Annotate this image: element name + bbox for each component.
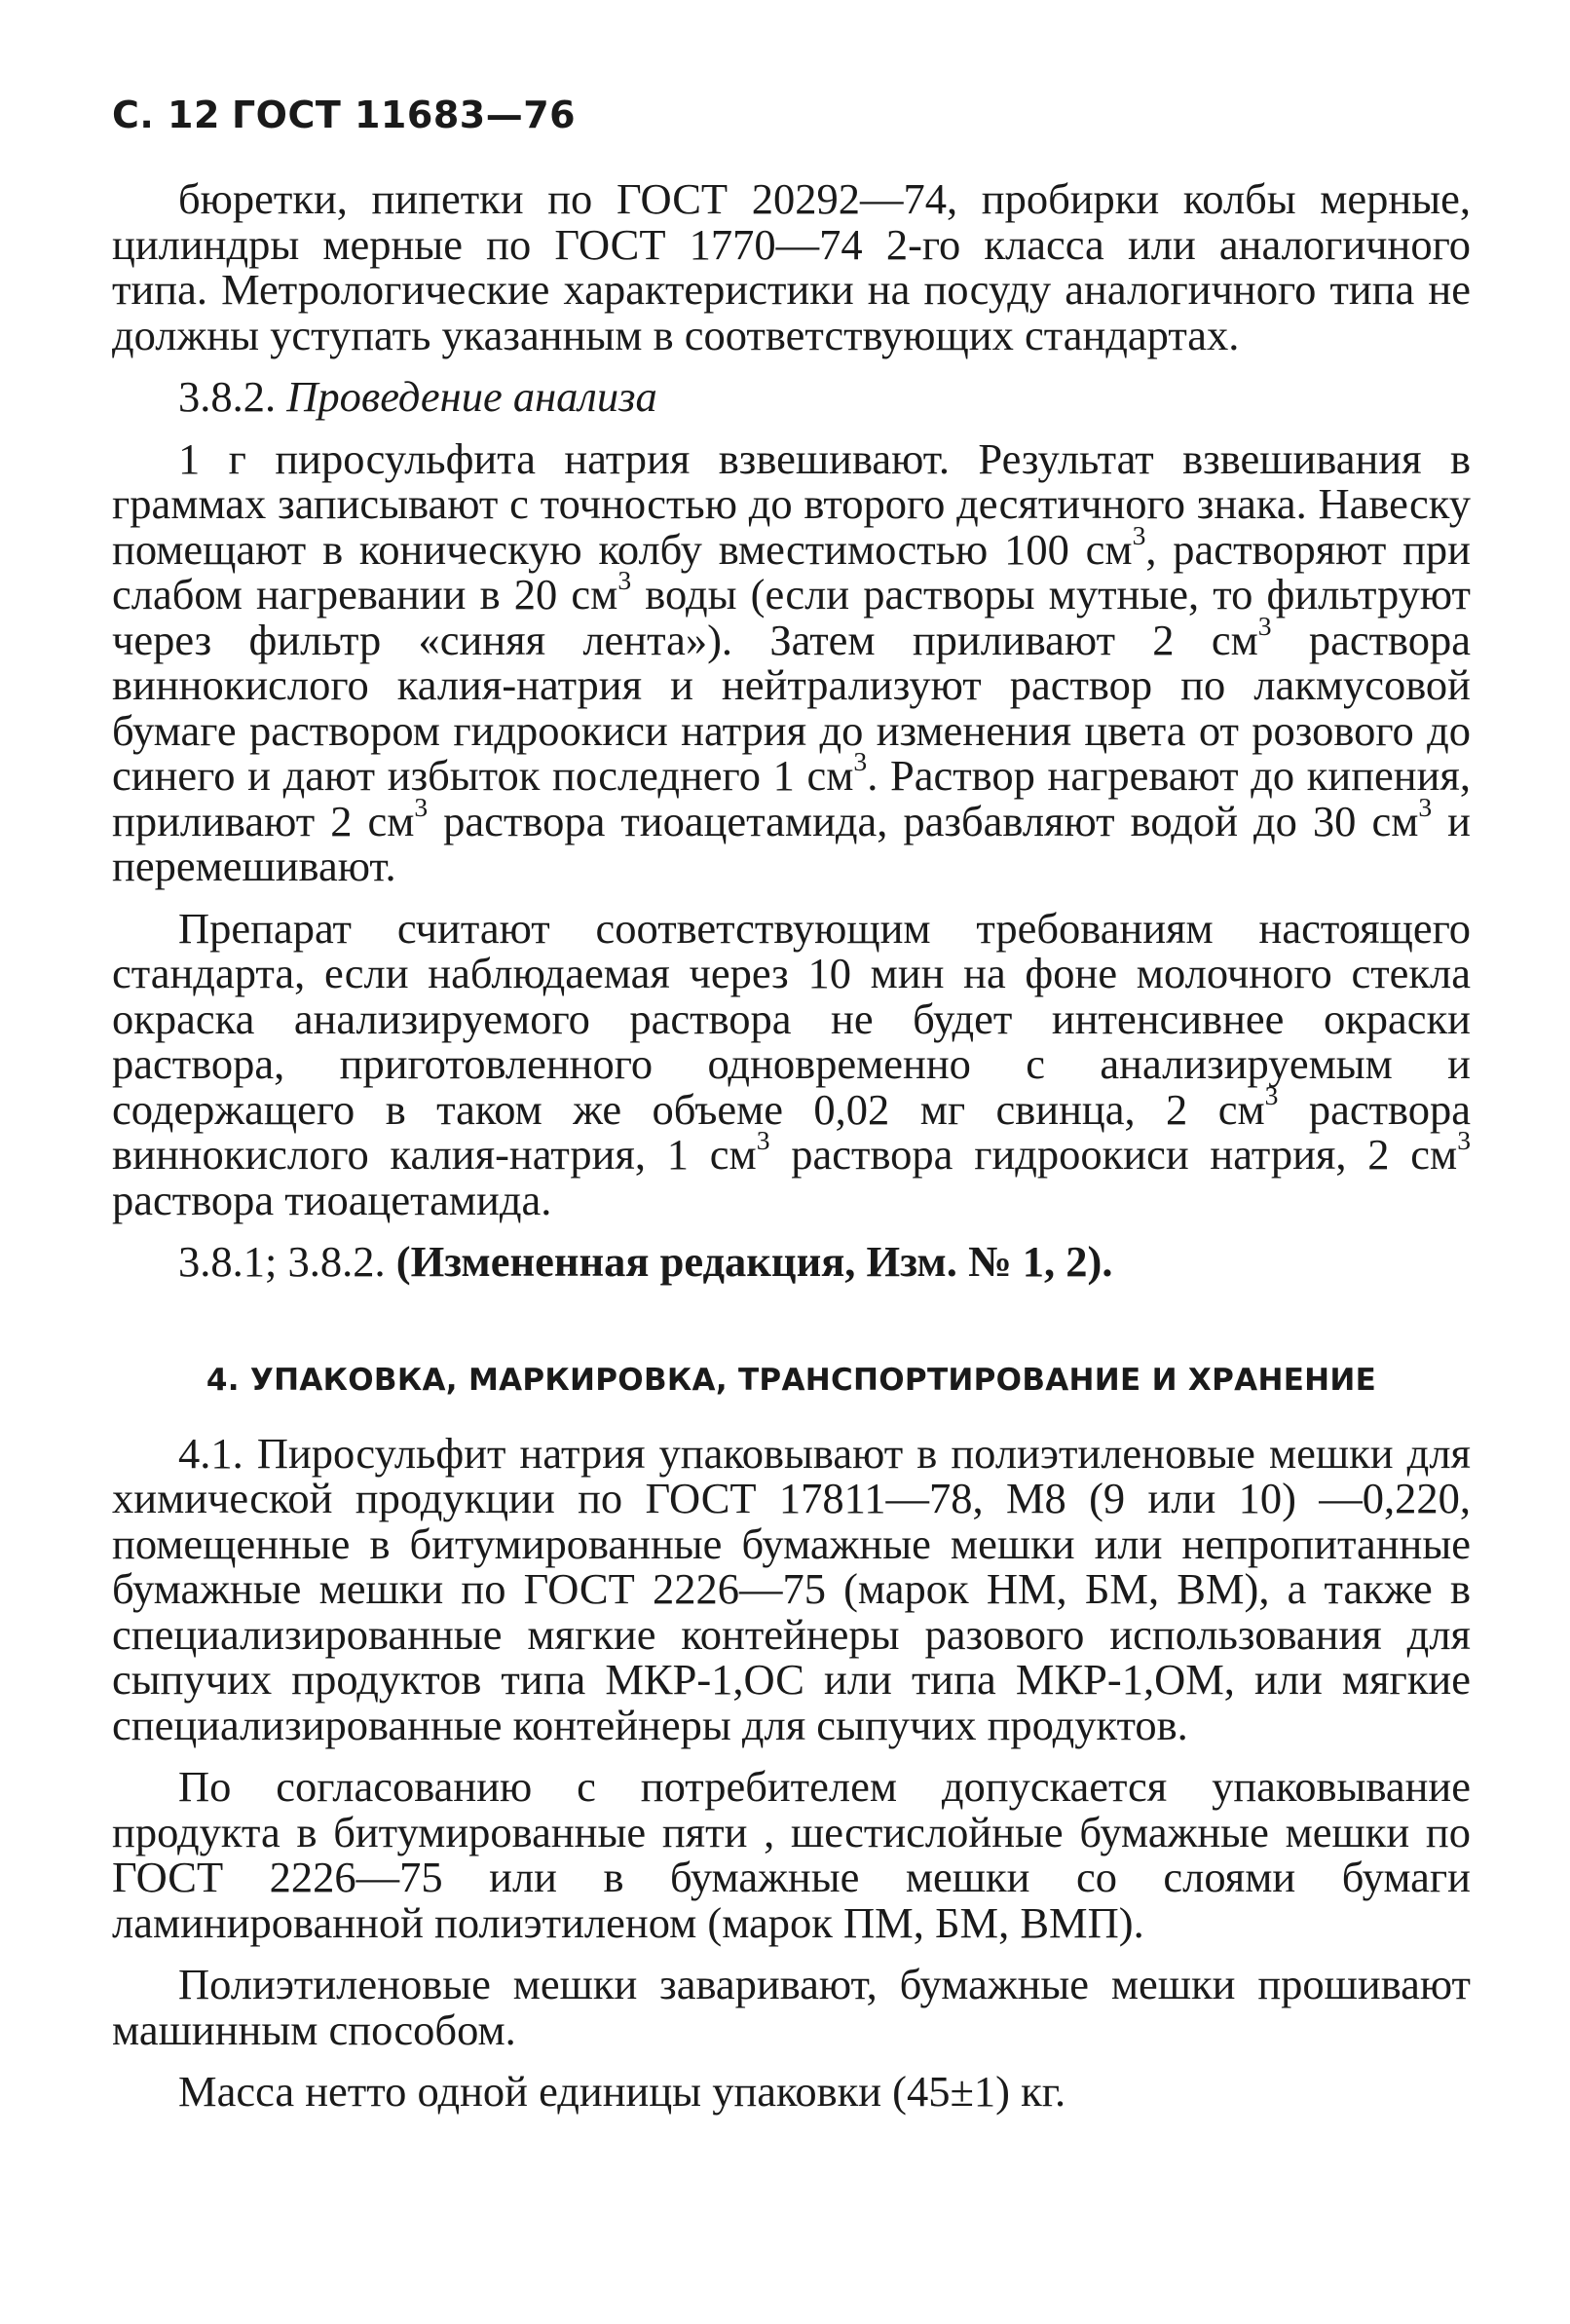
superscript: 3 [1132,519,1146,550]
superscript: 3 [617,565,632,596]
subsection-heading-3-8-2 [112,374,1471,420]
superscript: 3 [1264,1079,1279,1110]
text-run: Препарат считают соответствующим требованиям настоящего стандарта, если наблюдаемая через 10 мин на фоне молочного стекла окраска анализируемого раствора не будет интенсивнее окраски раствора, приготовленного одновременно с анализируемым и содержащего в таком же объеме 0,02 мг свинца, 2 см [112,903,1471,1134]
paragraph-net-weight: Масса нетто одной единицы упаковки (45±1) кг. [178,2067,1066,2116]
paragraph-packaging-agreement: По согласованию с потребителем допускается упаковывание продукта в битумированные пяти , шестислойные бумажные мешки по ГОСТ 2226—75 или в бумажные мешки со слоями бумаги ламинированной полиэтиленом (марок ПМ, БМ, ВМП). [112,1762,1471,1947]
amendment-note [112,1239,1471,1285]
page-number: С. 12 [112,94,220,136]
superscript: 3 [1257,610,1272,641]
superscript: 3 [853,746,868,777]
standard-number: ГОСТ 11683—76 [231,94,577,136]
text-run: раствора тиоацетамида. [112,1175,552,1224]
paragraph-bag-sealing: Полиэтиленовые мешки заваривают, бумажные мешки прошивают машинным способом. [112,1960,1471,2054]
paragraph-packaging-4-1: 4.1. Пиросульфит натрия упаковывают в полиэтиленовые мешки для химической продукции по ГОСТ 17811—78, М8 (9 или 10) —0,220, помещенные в битумированные бумажные мешки или непропитанные бумажные мешки по ГОСТ 2226—75 (марок НМ, БМ, ВМ), а также в специализированные мягкие контейнеры разового использования для сыпучих продуктов типа МКР-1,ОС или типа МКР-1,ОМ, или мягкие специализированные контейнеры для сыпучих продуктов. [112,1428,1471,1749]
text-run: . Раствор нагревают до кипения, приливают 2 см [112,751,1472,845]
subsection-title: Проведение анализа [286,372,657,421]
text-run: раствора виннокислого калия-натрия, 1 см [112,1084,1471,1179]
subsection-number: 3.8.2. [178,372,277,421]
superscript: 3 [1418,791,1433,822]
page-header [112,93,1471,137]
text-run: 1 г пиросульфита натрия взвешивают. Результат взвешивания в граммах записывают с точностью до второго десятичного знака. Навеску помещают в коническую колбу вместимостью 100 см [112,433,1471,574]
text-run: раствора гидроокиси натрия, 2 см [769,1130,1458,1179]
section-4-title: 4. УПАКОВКА, МАРКИРОВКА, ТРАНСПОРТИРОВАНИЕ И ХРАНЕНИЕ [206,1362,1377,1398]
text-run: раствора виннокислого калия-натрия и нейтрализуют раствор по лакмусовой бумаге раствором гидроокиси натрия до изменения цвета от розового до синего и дают избыток последнего 1 см [112,615,1471,800]
amendment-text: (Измененная редакция, Изм. № 1, 2). [395,1237,1113,1286]
amendment-reference: 3.8.1; 3.8.2. [178,1237,386,1286]
paragraph-equipment-continued: бюретки, пипетки по ГОСТ 20292—74, пробирки колбы мерные, цилиндры мерные по ГОСТ 1770—74 2-го класса или аналогичного типа. Метрологические характеристики на посуду аналогичного типа не должны уступать указанным в соответствующих стандартах. [112,174,1471,359]
text-run: , растворяют при слабом нагревании в 20 см [112,524,1471,618]
text-run: воды (если растворы мутные, то фильтруют через фильтр «синяя лента»). Затем приливают 2 см [112,570,1471,664]
superscript: 3 [1457,1125,1471,1156]
text-run: раствора тиоацетамида, разбавляют водой до 30 см [428,796,1419,845]
paragraph-acceptance-criteria [112,903,1471,1224]
paragraph-analysis-procedure [112,433,1472,890]
superscript: 3 [756,1125,770,1156]
superscript: 3 [414,791,429,822]
document-page [112,93,1471,2131]
text-run: и перемешивают. [112,796,1471,890]
